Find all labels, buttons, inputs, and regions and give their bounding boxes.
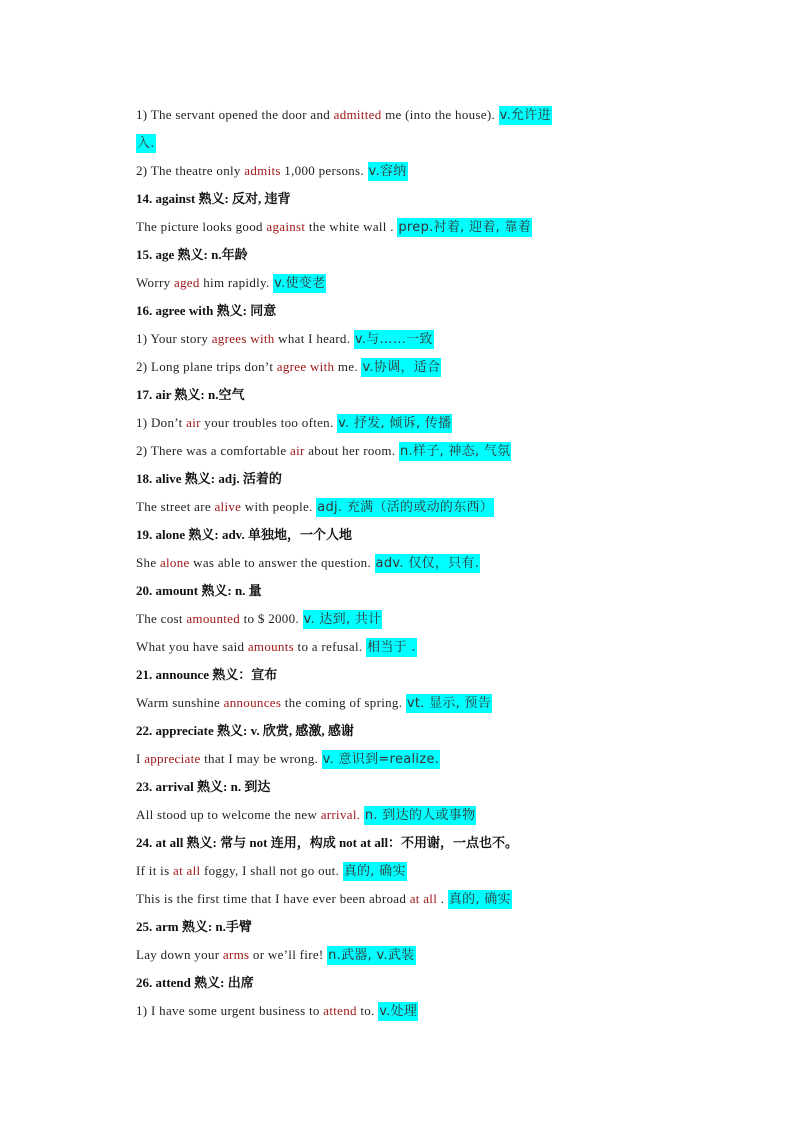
text-run: 14. against 熟义: 反对, 违背	[136, 191, 291, 206]
text-run: was able to answer the question.	[189, 555, 375, 570]
text-run: 19. alone 熟义: adv. 单独地，一个人地	[136, 527, 352, 542]
text-run: to a refusal.	[294, 639, 367, 654]
entry-heading	[136, 297, 676, 325]
example-sentence	[136, 101, 676, 129]
example-sentence	[136, 549, 676, 577]
keyword: arrival.	[320, 807, 361, 822]
text-run: The cost	[136, 611, 187, 626]
text-run: Worry	[136, 275, 174, 290]
meaning-highlight: v. 抒发, 倾诉, 传播	[338, 416, 452, 431]
meaning-highlight: n. 到达的人或事物	[364, 808, 476, 823]
text-run: 16. agree with 熟义: 同意	[136, 303, 277, 318]
keyword: at all	[173, 863, 201, 878]
keyword: admitted	[333, 107, 382, 122]
text-run: foggy, I shall not go out.	[200, 863, 343, 878]
example-sentence	[136, 745, 676, 773]
entry-heading	[136, 241, 676, 269]
text-run: with people.	[241, 499, 317, 514]
text-run: She	[136, 555, 160, 570]
text-run: me.	[334, 359, 362, 374]
entry-heading	[136, 661, 676, 689]
entry-heading	[136, 521, 676, 549]
text-run: 1) The servant opened the door and	[136, 107, 334, 122]
entry-heading	[136, 185, 676, 213]
meaning-highlight: v. 意识到=realize.	[322, 752, 440, 767]
meaning-highlight: v.允许进	[499, 108, 551, 123]
keyword: admits	[244, 163, 281, 178]
text-run: 2) There was a comfortable	[136, 443, 291, 458]
keyword: announces	[223, 695, 282, 710]
text-run: the coming of spring.	[281, 695, 406, 710]
text-run: The picture looks good	[136, 219, 267, 234]
keyword: attend	[323, 1003, 357, 1018]
text-run: All stood up to welcome the new	[136, 807, 321, 822]
text-run: to.	[356, 1003, 379, 1018]
example-sentence	[136, 437, 676, 465]
example-sentence	[136, 157, 676, 185]
text-run: 15. age 熟义: n.年龄	[136, 247, 248, 262]
entry-heading	[136, 465, 676, 493]
keyword: aged	[173, 275, 200, 290]
entry-heading	[136, 913, 676, 941]
text-run: I	[136, 751, 145, 766]
text-run: 1) Your story	[136, 331, 212, 346]
example-sentence	[136, 493, 676, 521]
keyword: air	[186, 415, 201, 430]
text-run: me (into the house).	[381, 107, 499, 122]
entry-heading	[136, 381, 676, 409]
text-run: 25. arm 熟义: n.手臂	[136, 919, 252, 934]
text-run: 1) Don’t	[136, 415, 187, 430]
entry-heading	[136, 773, 676, 801]
keyword: against	[266, 219, 306, 234]
text-run: the white wall .	[305, 219, 398, 234]
example-sentence	[136, 633, 676, 661]
meaning-highlight: v.与……一致	[354, 332, 433, 347]
text-run: 23. arrival 熟义: n. 到达	[136, 779, 271, 794]
text-run: to $ 2000.	[240, 611, 303, 626]
text-run: .	[437, 891, 448, 906]
keyword: alive	[214, 499, 242, 514]
text-run: What you have said	[136, 639, 248, 654]
meaning-highlight: n.武器, v.武装	[328, 948, 415, 963]
meaning-highlight: 真的, 确实	[448, 892, 511, 907]
text-run: 26. attend 熟义: 出席	[136, 975, 254, 990]
example-sentence	[136, 409, 676, 437]
text-run: 24. at all 熟义: 常与 not 连用，构成 not at all：不用谢，一点也不。	[136, 835, 519, 850]
example-sentence	[136, 857, 676, 885]
example-sentence	[136, 213, 676, 241]
entry-heading	[136, 717, 676, 745]
meaning-highlight: adv. 仅仅，只有.	[375, 556, 480, 571]
text-run: 1,000 persons.	[280, 163, 368, 178]
example-sentence	[136, 605, 676, 633]
keyword: arms	[222, 947, 250, 962]
text-run: If it is	[136, 863, 174, 878]
text-run: 2) Long plane trips don’t	[136, 359, 277, 374]
meaning-highlight: v.容纳	[368, 164, 407, 179]
text-run: or we’ll fire!	[249, 947, 328, 962]
meaning-highlight: n.样子, 神态, 气氛	[399, 444, 511, 459]
text-run: The street are	[136, 499, 215, 514]
document-page	[136, 101, 676, 1025]
meaning-highlight: v.协调，适合	[362, 360, 441, 375]
meaning-highlight: adj. 充满（活的或动的东西）	[317, 500, 494, 515]
text-run: 22. appreciate 熟义: v. 欣赏, 感激, 感谢	[136, 723, 354, 738]
text-run: your troubles too often.	[200, 415, 338, 430]
text-run: Lay down your	[136, 947, 223, 962]
keyword: alone	[159, 555, 190, 570]
meaning-highlight: vt. 显示, 预告	[406, 696, 492, 711]
example-sentence	[136, 129, 676, 157]
example-sentence	[136, 353, 676, 381]
meaning-highlight: v.使变老	[274, 276, 326, 291]
example-sentence	[136, 885, 676, 913]
keyword: amounted	[186, 611, 241, 626]
example-sentence	[136, 269, 676, 297]
keyword: air	[290, 443, 305, 458]
example-sentence	[136, 801, 676, 829]
text-run: 20. amount 熟义: n. 量	[136, 583, 262, 598]
text-run: 21. announce 熟义：宣布	[136, 667, 278, 682]
keyword: agree with	[276, 359, 335, 374]
example-sentence	[136, 689, 676, 717]
meaning-highlight: 入.	[137, 136, 155, 151]
text-run: 18. alive 熟义: adj. 活着的	[136, 471, 282, 486]
entry-heading	[136, 577, 676, 605]
example-sentence	[136, 997, 676, 1025]
text-run: about her room.	[304, 443, 399, 458]
text-run: him rapidly.	[199, 275, 274, 290]
example-sentence	[136, 325, 676, 353]
meaning-highlight: v. 达到, 共计	[303, 612, 382, 627]
meaning-highlight: v.处理	[379, 1004, 418, 1019]
text-run: 2) The theatre only	[136, 163, 245, 178]
text-run: that I may be wrong.	[200, 751, 322, 766]
text-run: Warm sunshine	[136, 695, 224, 710]
entry-heading	[136, 969, 676, 997]
meaning-highlight: 真的, 确实	[343, 864, 406, 879]
text-run: what I heard.	[274, 331, 354, 346]
keyword: agrees with	[211, 331, 275, 346]
meaning-highlight: 相当于 .	[367, 640, 416, 655]
entry-heading	[136, 829, 676, 857]
keyword: amounts	[247, 639, 294, 654]
keyword: appreciate	[144, 751, 201, 766]
keyword: at all	[409, 891, 438, 906]
text-run: 1) I have some urgent business to	[136, 1003, 324, 1018]
text-run: This is the first time that I have ever been abroad	[136, 891, 410, 906]
meaning-highlight: prep.衬着, 迎着, 靠着	[398, 220, 532, 235]
text-run: 17. air 熟义: n.空气	[136, 387, 245, 402]
example-sentence	[136, 941, 676, 969]
